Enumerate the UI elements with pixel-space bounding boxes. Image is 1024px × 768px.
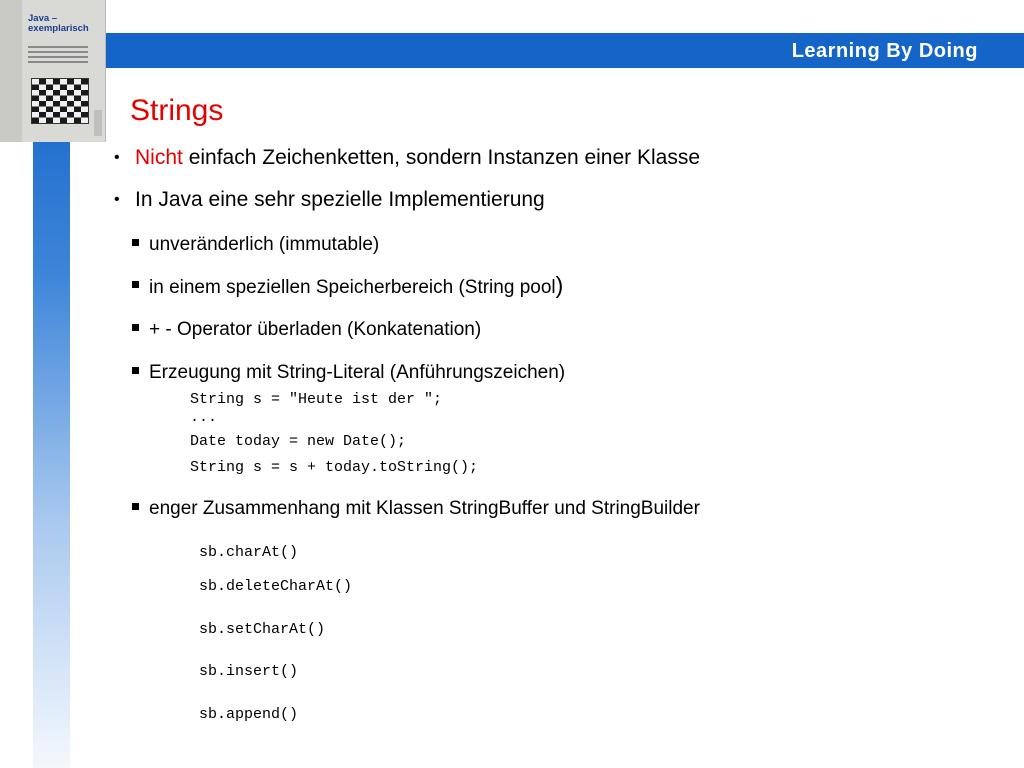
bullet-item [114,146,701,170]
subpoint-item [149,272,564,299]
subpoint-text: + - Operator überladen (Konkatenation) [149,319,482,340]
book-spine [0,0,22,142]
code-line: ... [190,409,218,426]
subpoint-item [149,319,481,341]
subpoint-item [149,498,700,520]
method-code: sb.deleteCharAt() [199,578,353,595]
method-code: sb.append() [199,706,299,723]
method-code: sb.insert() [199,663,299,680]
code-line: Date today = new Date(); [190,433,407,450]
square-bullet-icon [132,239,139,246]
method-code: sb.setCharAt() [199,621,326,638]
bullet-dot: • [114,149,120,166]
code-line: String s = s + today.toString(); [190,459,479,476]
square-bullet-icon [132,281,139,288]
subpoint-text: Erzeugung mit String-Literal (Anführungszeichen) [149,362,566,383]
book-title: Java – exemplarisch [28,13,89,34]
subpoint-text: unveränderlich (immutable) [149,234,380,255]
slide-title: Strings [130,94,224,127]
code-line: String s = "Heute ist der "; [190,391,443,408]
square-bullet-icon [132,367,139,374]
subpoint-item [149,234,379,256]
square-bullet-icon [132,503,139,510]
header-title: Learning By Doing [791,40,978,62]
subpoint-text: in einem speziellen Speicherbereich (String pool [149,277,556,298]
chessboard-graphic [31,78,89,124]
subpoint-text: enger Zusammenhang mit Klassen StringBuffer und StringBuilder [149,498,700,519]
square-bullet-icon [132,324,139,331]
bullet-item [114,188,545,212]
book-cover-image [0,0,106,142]
method-code: sb.charAt() [199,544,299,561]
book-publisher-mark [94,110,102,136]
subpoint-item [149,362,565,384]
bullet-highlight: Nicht [135,146,183,169]
bullet-text: In Java eine sehr spezielle Implementierung [135,188,545,211]
book-text-lines [28,46,88,66]
subpoint-paren: ) [555,272,564,298]
left-decorative-stripe [33,68,70,768]
bullet-dot: • [114,191,120,208]
bullet-text: einfach Zeichenketten, sondern Instanzen einer Klasse [182,146,701,169]
